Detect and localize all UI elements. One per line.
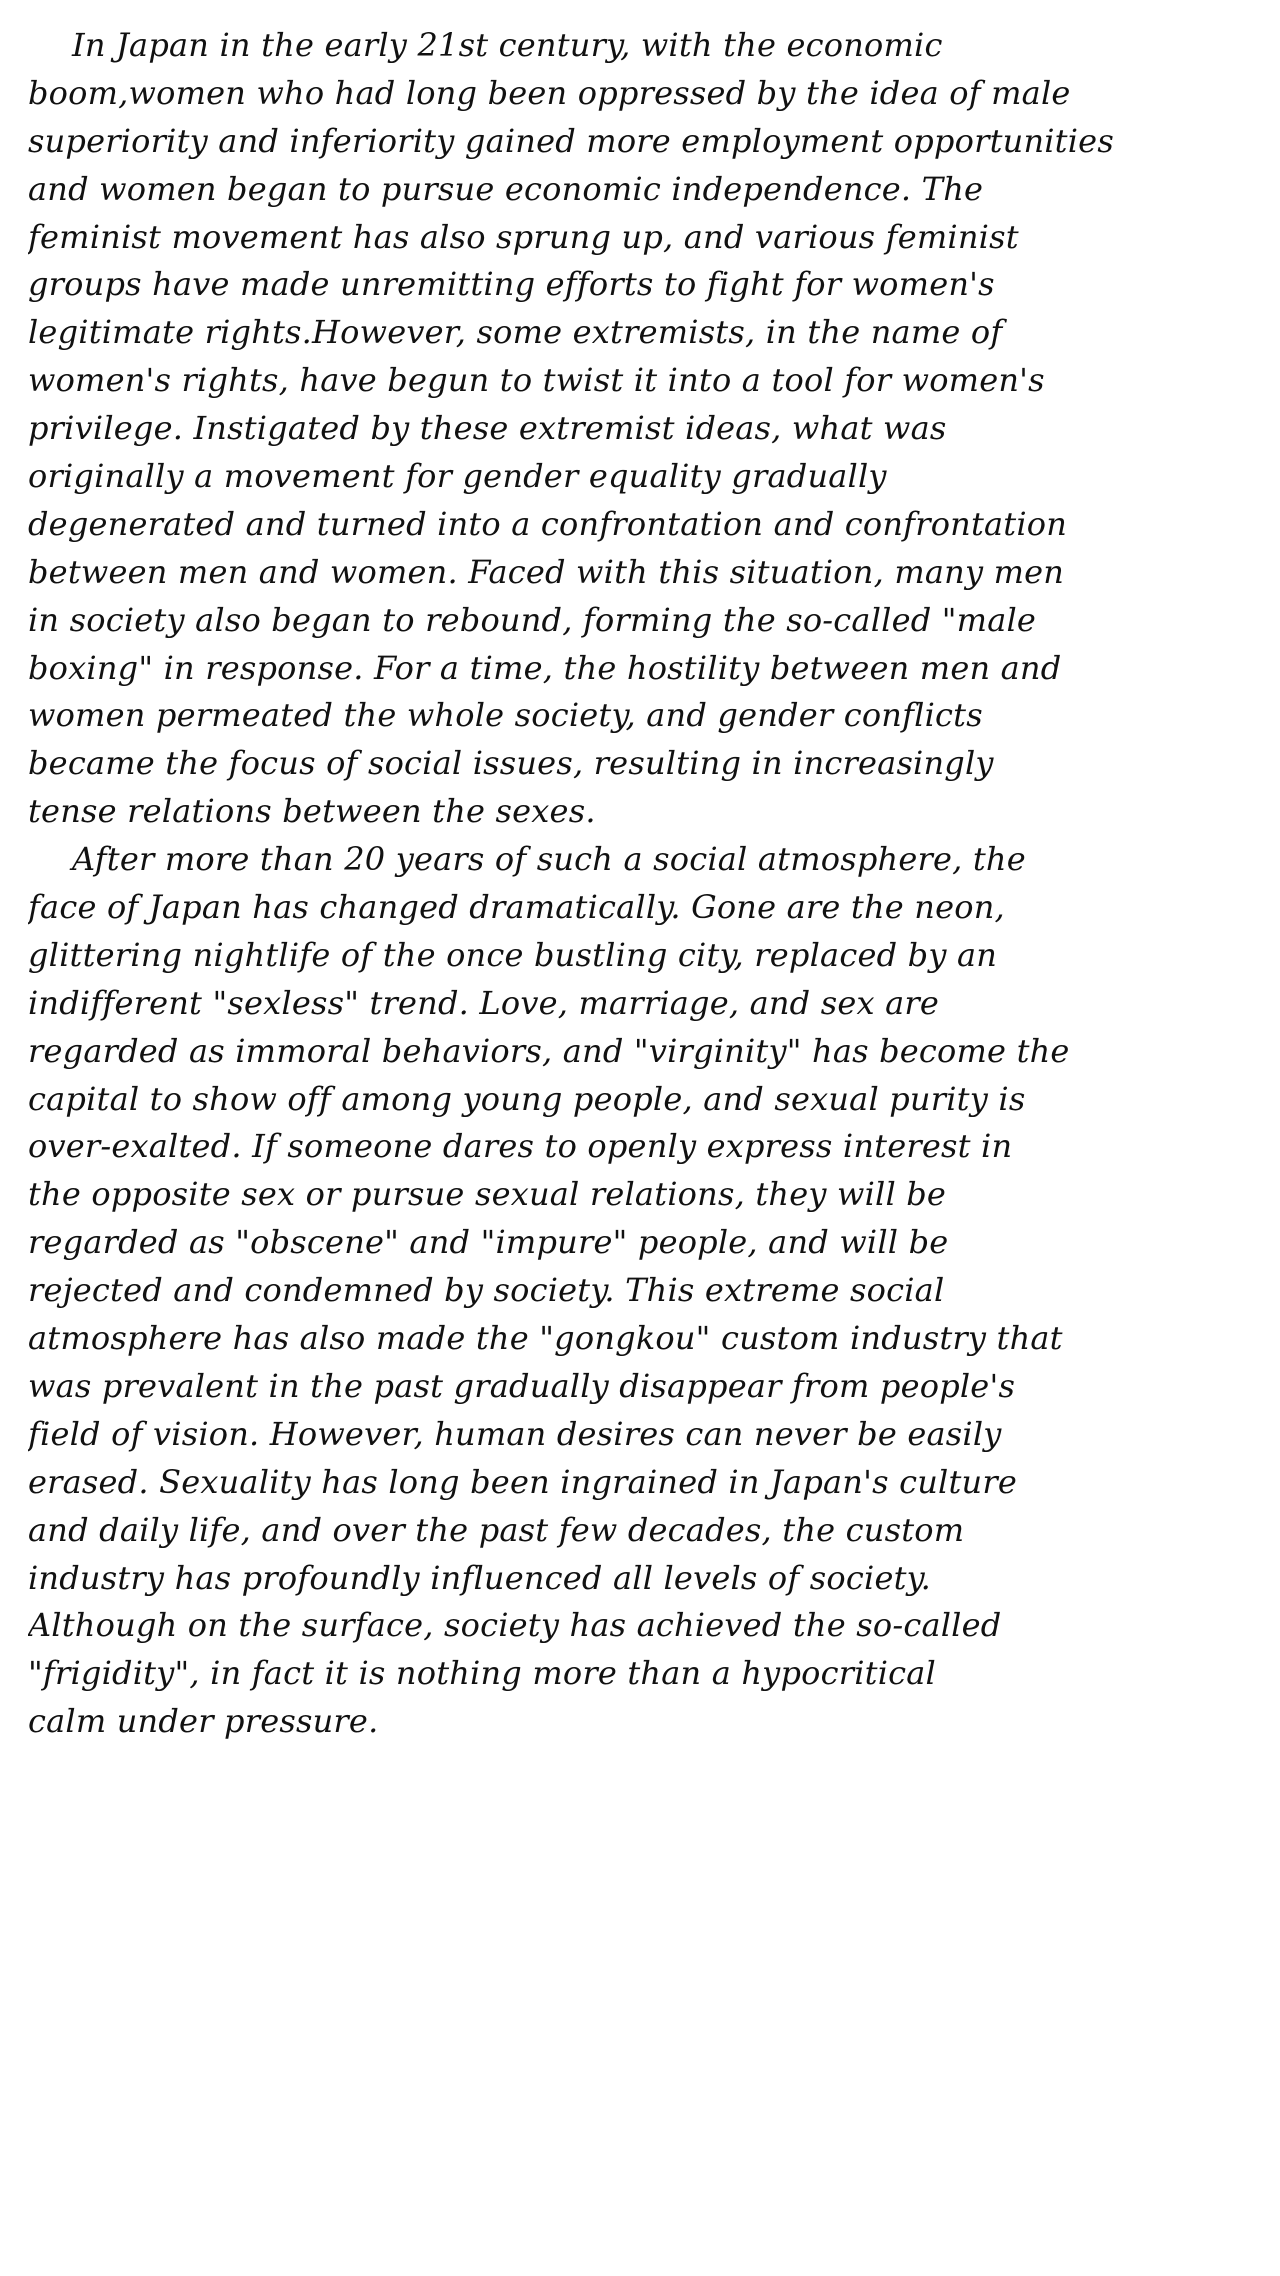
text-line: erased. Sexuality has long been ingrained in Japan's culture (28, 1462, 1017, 1501)
text-line: degenerated and turned into a confrontation and confrontation (28, 504, 1068, 543)
text-line: and daily life, and over the past few decades, the custom (28, 1510, 965, 1549)
text-line: groups have made unremitting efforts to fight for women's (28, 265, 995, 304)
text-line: Although on the surface, society has achieved the so-called (28, 1606, 1002, 1645)
text-line: women's rights, have begun to twist it into a tool for women's (28, 361, 1045, 400)
text-line: feminist movement has also sprung up, and various feminist (28, 217, 1019, 256)
text-line: the opposite sex or pursue sexual relations, they will be (28, 1175, 947, 1214)
text-line: rejected and condemned by society. This extreme social (28, 1271, 945, 1310)
text-line: in society also began to rebound, forming the so-called "male (28, 600, 1037, 639)
text-line: regarded as "obscene" and "impure" people, and will be (28, 1223, 949, 1262)
text-line: originally a movement for gender equality gradually (28, 457, 887, 496)
text-line: regarded as immoral behaviors, and "virginity" has become the (28, 1031, 1070, 1070)
text-line: and women began to pursue economic independence. The (28, 169, 984, 208)
text-line: privilege. Instigated by these extremist ideas, what was (28, 409, 947, 448)
text-line: capital to show off among young people, and sexual purity is (28, 1079, 1026, 1118)
text-line: After more than 20 years of such a social atmosphere, the (72, 840, 1026, 879)
text-line: women permeated the whole society, and gender conflicts (28, 696, 983, 735)
text-line: became the focus of social issues, resulting in increasingly (28, 744, 994, 783)
text-line: industry has profoundly influenced all levels of society. (28, 1558, 932, 1597)
text-line: In Japan in the early 21st century, with the economic (72, 26, 943, 64)
text-line: face of Japan has changed dramatically. Gone are the neon, (28, 888, 1005, 927)
paragraph-1 (28, 22, 1268, 836)
text-line: calm under pressure. (28, 1702, 379, 1741)
text-line: indifferent "sexless" trend. Love, marriage, and sex are (28, 983, 940, 1022)
text-line: was prevalent in the past gradually disappear from people's (28, 1366, 1016, 1405)
paragraph-2 (28, 836, 1268, 1746)
text-line: boom,women who had long been oppressed by the idea of male (28, 73, 1071, 112)
text-line: over-exalted. If someone dares to openly express interest in (28, 1127, 1013, 1166)
text-line: tense relations between the sexes. (28, 792, 596, 831)
text-line: superiority and inferiority gained more employment opportunities (28, 121, 1114, 160)
text-line: between men and women. Faced with this situation, many men (28, 552, 1065, 591)
text-line: field of vision. However, human desires can never be easily (28, 1414, 1002, 1453)
text-line: glittering nightlife of the once bustling city, replaced by an (28, 935, 998, 974)
text-line: "frigidity", in fact it is nothing more than a hypocritical (28, 1654, 936, 1693)
text-line: legitimate rights.However, some extremists, in the name of (28, 313, 1003, 352)
handwritten-text-block (28, 22, 1268, 1746)
text-line: atmosphere has also made the "gongkou" custom industry that (28, 1319, 1063, 1358)
text-line: boxing" in response. For a time, the hostility between men and (28, 648, 1062, 687)
